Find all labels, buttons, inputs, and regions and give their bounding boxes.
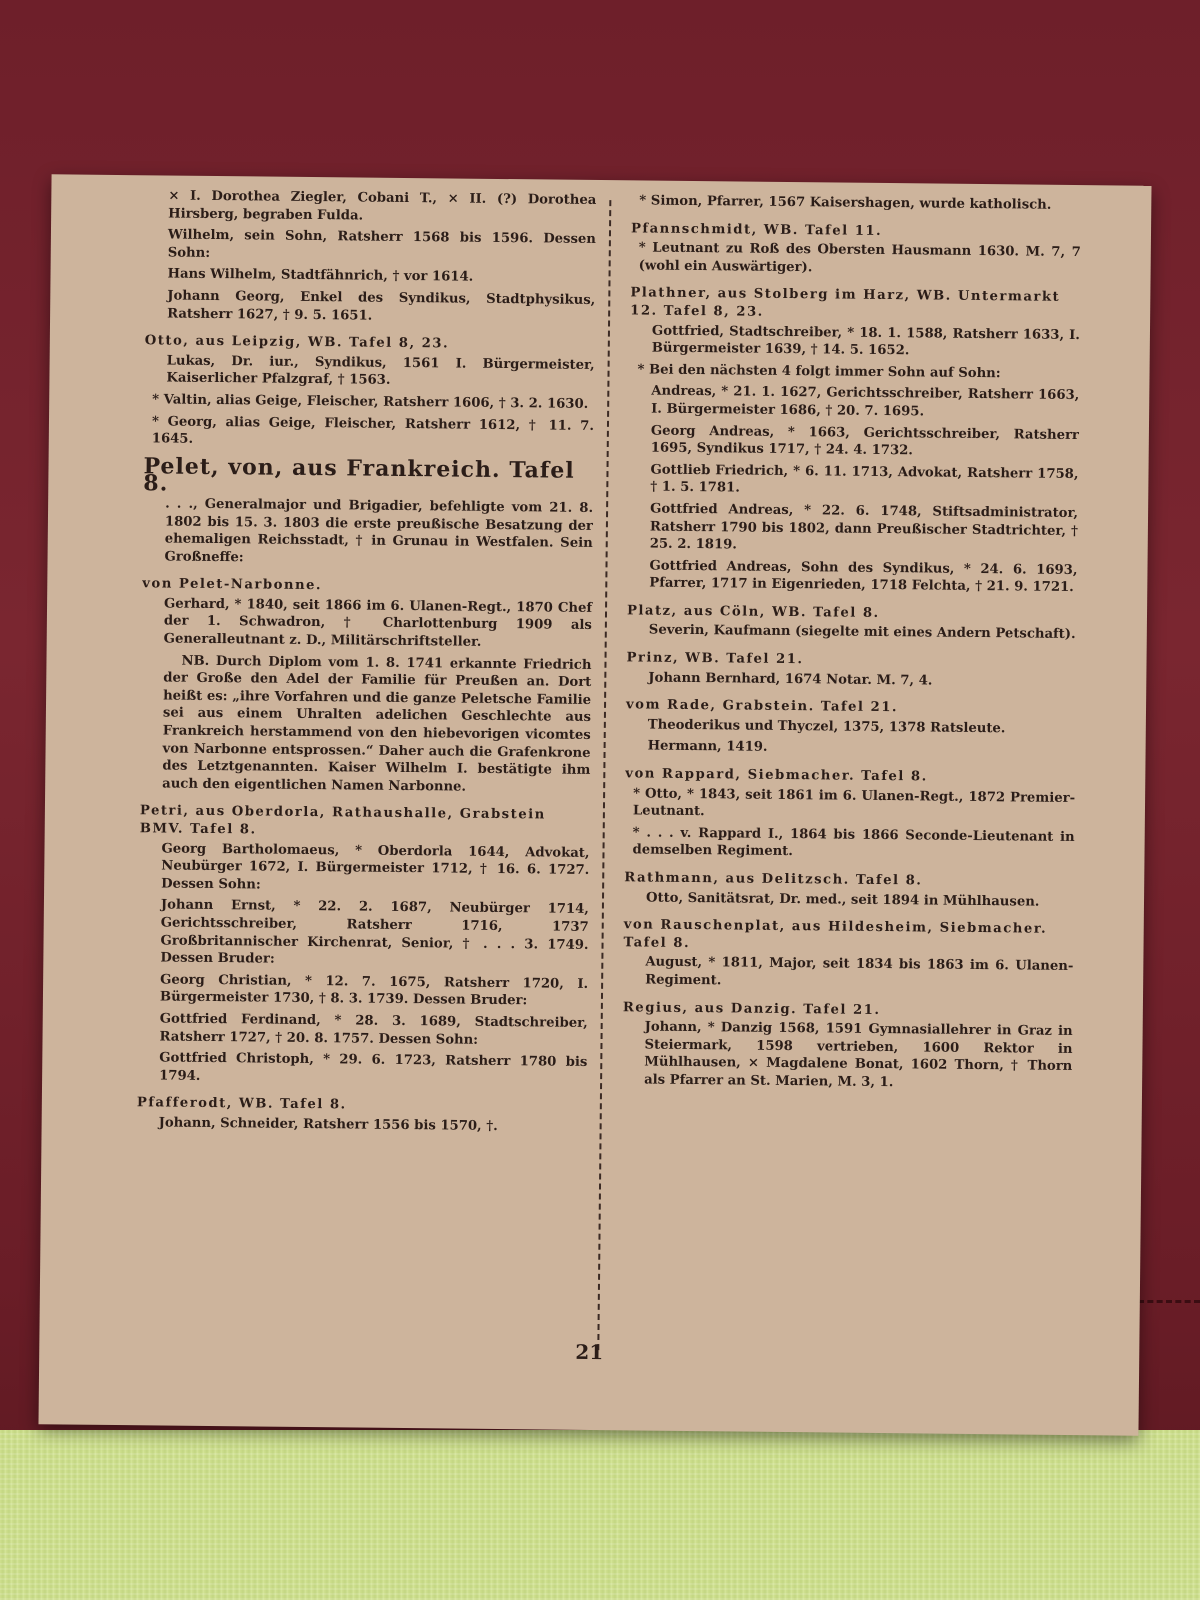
entry-line: * Otto, * 1843, seit 1861 im 6. Ulanen-Regt., 1872 Premier-Leutnant. (633, 785, 1075, 825)
register-entry (623, 916, 1074, 993)
entry-note: NB. Durch Diplom vom 1. 8. 1741 erkannte Friedrich der Große den Adel der Familie für Preußen an. Dort heißt es: „ihre Vorfahren und die ganze Peletsche Familie sei aus einem Uhralten adelichen Geschlechte aus Frankreich herstammend von den hiebevorigen vicomtes von Narbonne entsprossen.“ Daher auch die Grafenkrone des Letztgenannten. Kaiser Wilhelm I. bestätigte ihm auch den eigentlichen Namen Narbonne. (162, 653, 592, 795)
entry-line: * . . . v. Rappard I., 1864 bis 1866 Seconde-Lieutenant in demselben Regiment. (632, 824, 1074, 864)
page-number: 21 (575, 1339, 604, 1365)
register-entry (626, 697, 1077, 760)
register-entry (624, 765, 1075, 864)
right-column (622, 190, 1081, 1103)
entry-line: * Valtin, alias Geige, Fleischer, Ratsherr 1606, † 3. 2. 1630. (152, 391, 594, 413)
column-divider (597, 200, 611, 1350)
entry-line: . . ., Generalmajor und Brigadier, befehligte vom 21. 8. 1802 bis 15. 3. 1803 die erste preußische Besatzung der ehemaligen Reichsstadt, † in Grunau in Westfalen. Sein Großneffe: (164, 496, 594, 565)
entry-heading: von Rauschenplat, aus Hildesheim, Siebmacher. Tafel 8. (623, 917, 1048, 951)
entry-heading: Petri, aus Oberdorla, Rathaushalle, Grabstein BMV. Tafel 8. (139, 803, 546, 838)
entry-heading: vom Rade, Grabstein. Tafel 21. (625, 697, 899, 716)
entry-heading: Pfannschmidt, WB. Tafel 11. (630, 220, 883, 239)
entry-heading: Platz, aus Cöln, WB. Tafel 8. (626, 603, 880, 621)
entry-line: Gottfried, Stadtschreiber, * 18. 1. 1588, Ratsherr 1633, I. Bürgermeister 1639, † 14. 5. 1652. (651, 323, 1081, 359)
entry-heading: Pelet, von, aus Frankreich. Tafel 8. (143, 452, 575, 497)
entry-line: August, * 1811, Major, seit 1834 bis 1863 im 6. Ulanen-Regiment. (645, 954, 1074, 989)
entry-line: Wilhelm, sein Sohn, Ratsherr 1568 bis 1596. Dessen Sohn: (167, 227, 596, 261)
entry-line: Hermann, 1419. (647, 738, 768, 756)
entry-heading: Prinz, WB. Tafel 21. (626, 650, 804, 668)
entry-line: Gerhard, * 1840, seit 1866 im 6. Ulanen-Regt., 1870 Chef der 1. Schwadron, † Charlottenburg 1909 als Generalleutnant z. D., Militärschriftsteller. (163, 596, 593, 650)
register-entry (631, 220, 1082, 279)
entry-line: Lukas, Dr. iur., Syndikus, 1561 I. Bürgermeister, Kaiserlicher Pfalzgraf, † 1563. (166, 353, 595, 389)
entry-line: * Bei den nächsten 4 folgt immer Sohn auf Sohn: (637, 361, 1079, 383)
entry-line: Georg Andreas, * 1663, Gerichtsschreiber, Ratsherr 1695, Syndikus 1717, † 24. 4. 1732. (650, 423, 1079, 459)
entry-line: Johann, Schneider, Ratsherr 1556 bis 1570, †. (158, 1115, 498, 1134)
entry-line: Johann Georg, Enkel des Syndikus, Stadtphysikus, Ratsherr 1627, † 9. 5. 1651. (167, 288, 596, 324)
entry-line: Hans Wilhelm, Stadtfähnrich, † vor 1614. (167, 266, 474, 286)
register-entry (145, 187, 596, 327)
green-cloth-background (0, 1430, 1200, 1600)
entry-line: Severin, Kaufmann (siegelte mit eines Andern Petschaft). (648, 623, 1076, 643)
entry-line: Georg Bartholomaeus, * Oberdorla 1644, Advokat, Neubürger 1672, I. Bürgermeister 1712, † 16. 6. 1727. Dessen Sohn: (161, 841, 590, 893)
entry-heading: Otto, aus Leipzig, WB. Tafel 8, 23. (144, 333, 450, 352)
entry-heading: Plathner, aus Stolberg im Harz, WB. Untermarkt 12. Tafel 8, 23. (630, 285, 1061, 320)
entry-line: Johann Ernst, * 22. 2. 1687, Neubürger 1714, Gerichtsschreiber, Ratsherr 1716, 1737 Großbritannischer Kirchenrat, Senior, † . . . 3. 1749. Dessen Bruder: (160, 897, 589, 967)
entry-line: Gottfried Ferdinand, * 28. 3. 1689, Stadtschreiber, Ratsherr 1727, † 20. 8. 1757. Dessen Sohn: (159, 1011, 588, 1048)
register-entry (626, 649, 1076, 691)
entry-line: * Georg, alias Geige, Fleischer, Ratsherr 1612, † 11. 7. 1645. (152, 413, 594, 453)
register-entry (137, 1095, 587, 1137)
entry-line: Gottfried Christoph, * 29. 6. 1723, Ratsherr 1780 bis 1794. (159, 1050, 588, 1084)
entry-line: Gottlieb Friedrich, * 6. 11. 1713, Advokat, Ratsherr 1758, † 1. 5. 1781. (650, 462, 1079, 496)
entry-heading: Rathmann, aus Delitzsch. Tafel 8. (624, 870, 923, 889)
entry-line: Andreas, * 21. 1. 1627, Gerichtsschreiber, Ratsherr 1663, I. Bürgermeister 1686, † 20. 7. 1695. (651, 383, 1080, 420)
book-page (38, 174, 1151, 1435)
entry-heading: Regius, aus Danzig. Tafel 21. (622, 999, 881, 1018)
entry-heading: von Rappard, Siebmacher. Tafel 8. (625, 766, 928, 785)
entry-heading: Pfafferodt, WB. Tafel 8. (136, 1095, 347, 1113)
register-entry (627, 285, 1080, 597)
left-column (136, 185, 596, 1146)
register-entry (140, 576, 592, 798)
register-entry (631, 192, 1081, 214)
register-entry (137, 803, 590, 1090)
entry-line: Johann, * Danzig 1568, 1591 Gymnasiallehrer in Graz in Steiermark, 1598 vertrieben, 1600 Rektor in Mühlhausen, × Magdalene Bonat, 1602 Thorn, † Thorn als Pfarrer an St. Marien, M. 3, 1. (644, 1019, 1073, 1091)
entry-line: Johann Bernhard, 1674 Notar. M. 7, 4. (648, 670, 933, 689)
entry-heading: von Pelet-Narbonne. (142, 576, 323, 594)
register-entry (144, 332, 595, 452)
entry-line: * Leutnant zu Roß des Obersten Hausmann 1630. M. 7, 7 (wohl ein Auswärtiger). (639, 240, 1081, 280)
entry-line: Otto, Sanitätsrat, Dr. med., seit 1894 in Mühlhausen. (645, 890, 1040, 910)
entry-line: Georg Christian, * 12. 7. 1675, Ratsherr 1720, I. Bürgermeister 1730, † 8. 3. 1739. Dessen Bruder: (159, 972, 589, 1009)
register-entry (142, 452, 594, 570)
entry-line: Theoderikus und Thyczel, 1375, 1378 Ratsleute. (647, 717, 1006, 737)
entry-line: * Simon, Pfarrer, 1567 Kaisershagen, wurde katholisch. (639, 192, 1081, 214)
entry-line: × I. Dorothea Ziegler, Cobani T., × II. (?) Dorothea Hirsberg, begraben Fulda. (168, 188, 597, 224)
entry-line: Gottfried Andreas, Sohn des Syndikus, * 24. 6. 1693, Pfarrer, 1717 in Eigenrieden, 1718 Felchta, † 21. 9. 1721. (649, 558, 1078, 596)
entry-line: Gottfried Andreas, * 22. 6. 1748, Stiftsadministrator, Ratsherr 1790 bis 1802, dann Preußischer Stadtrichter, † 25. 2. 1819. (649, 501, 1079, 553)
register-entry (624, 869, 1074, 911)
register-entry (627, 602, 1077, 644)
register-entry (622, 999, 1073, 1094)
